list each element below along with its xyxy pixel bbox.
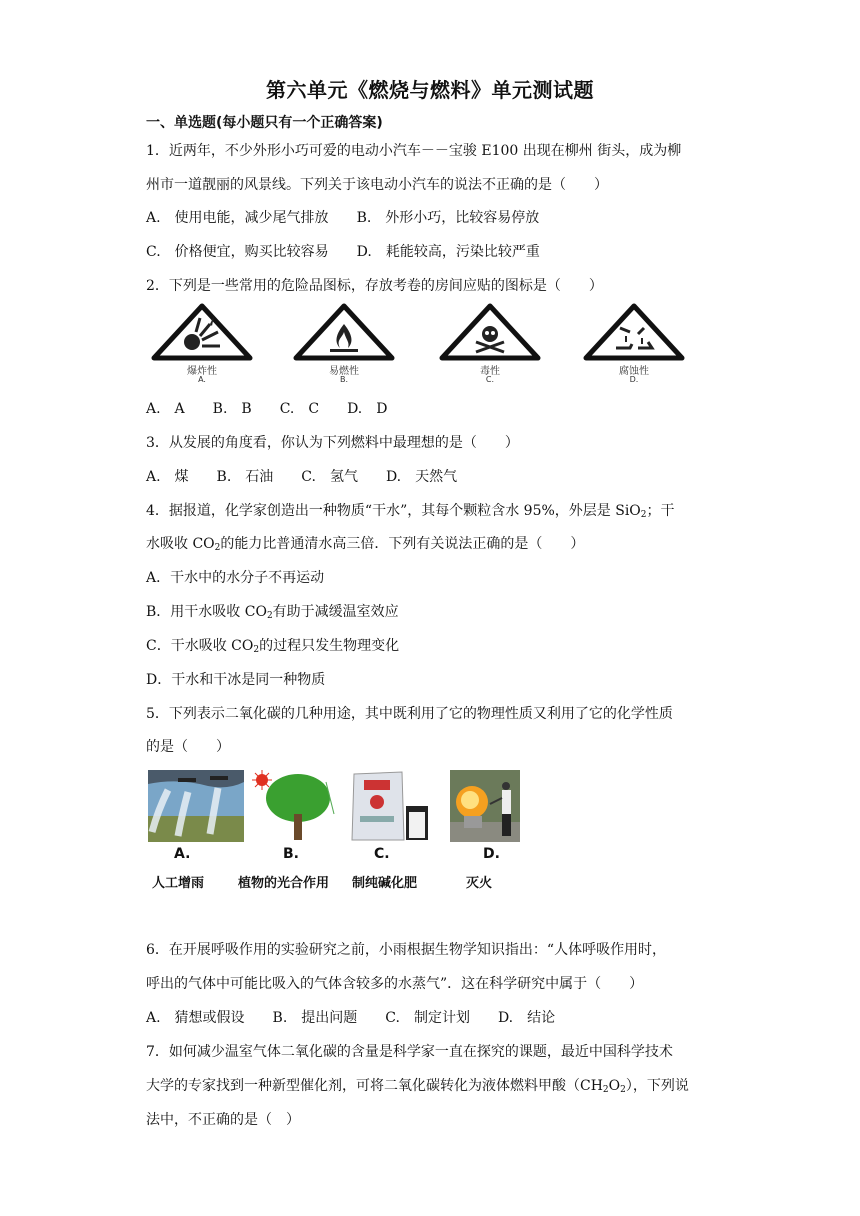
sign-d-caption: 腐蚀性 bbox=[619, 366, 649, 377]
hazard-sign-b bbox=[292, 302, 396, 388]
hazard-sign-c bbox=[438, 302, 542, 388]
q3-options[interactable]: A. 煤 B. 石油 C. 氢气 D. 天然气 bbox=[146, 469, 458, 485]
q5-stem-line1: 5．下列表示二氧化碳的几种用途，其中既利用了它的物理性质又利用了它的化学性质 bbox=[146, 706, 673, 722]
q1-option-d[interactable]: D. 耗能较高，污染比较严重 bbox=[356, 244, 540, 260]
tree-sun-icon bbox=[250, 770, 342, 842]
q1-stem-line1: 1．近两年，不少外形小巧可爱的电动小汽车－－宝骏 E100 出现在柳州 街头，成为柳 bbox=[146, 143, 682, 159]
q4-line1-end: ；干 bbox=[646, 503, 675, 519]
bag-icon bbox=[350, 770, 430, 842]
q6-stem-line1: 6．在开展呼吸作用的实验研究之前，小雨根据生物学知识指出：“人体呼吸作用时， bbox=[146, 942, 667, 958]
hazard-sign-a bbox=[150, 302, 254, 388]
sign-c-caption: 毒性 bbox=[480, 366, 500, 377]
q7-line2-end: ），下列说 bbox=[625, 1078, 689, 1094]
picture-d-fire-extinguishing bbox=[450, 770, 520, 842]
q4-c-sub: 2 bbox=[253, 645, 260, 655]
sign-c-letter: C. bbox=[485, 375, 495, 384]
q1-option-c[interactable]: C. 价格便宜，购买比较容易 bbox=[146, 244, 329, 260]
q7-sub-1: 2 bbox=[602, 1085, 609, 1095]
q4-b-end: 有助于减缓温室效应 bbox=[272, 604, 399, 620]
q4-c-end: 的过程只发生物理变化 bbox=[259, 638, 400, 654]
skull-icon bbox=[438, 302, 542, 362]
picture-c-letter: C. bbox=[374, 846, 390, 862]
flame-icon bbox=[292, 302, 396, 362]
hazard-sign-d bbox=[582, 302, 686, 388]
sign-a-letter: A. bbox=[198, 375, 206, 384]
q4-option-c[interactable] bbox=[146, 636, 399, 660]
q4-b-text: B．用干水吸收 CO bbox=[146, 604, 267, 620]
sign-b-caption: 易燃性 bbox=[329, 366, 359, 377]
picture-b-caption: 植物的光合作用 bbox=[238, 876, 330, 891]
q4-stem-line2 bbox=[146, 534, 584, 558]
q1-stem-line2: 州市一道靓丽的风景线。下列关于该电动小汽车的说法不正确的是（ ） bbox=[146, 177, 608, 193]
corrosive-icon bbox=[582, 302, 686, 362]
picture-b-letter: B. bbox=[283, 846, 299, 862]
q7-line2-text: 大学的专家找到一种新型催化剂，可将二氧化碳转化为液体燃料甲酸（CH bbox=[146, 1078, 603, 1094]
fire-extinguish-icon bbox=[450, 770, 520, 842]
q2-stem: 2．下列是一些常用的危险品图标，存放考卷的房间应贴的图标是（ ） bbox=[146, 278, 603, 294]
q4-line1-sub: 2 bbox=[640, 510, 647, 520]
sign-a-caption: 爆炸性 bbox=[187, 366, 217, 377]
rain-plane-icon bbox=[148, 770, 244, 842]
q4-line2-text: 水吸收 CO bbox=[146, 536, 215, 552]
q7-stem-line2 bbox=[146, 1076, 689, 1100]
q4-line2-end: 的能力比普通清水高三倍．下列有关说法正确的是（ ） bbox=[220, 536, 585, 552]
q1-option-a[interactable]: A. 使用电能，减少尾气排放 bbox=[146, 210, 329, 226]
q4-line1-text: 4．据报道，化学家创造出一种物质“干水”，其每个颗粒含水 95%，外层是 SiO bbox=[146, 503, 641, 519]
picture-b-plant bbox=[250, 770, 342, 842]
picture-d-letter: D. bbox=[483, 846, 500, 862]
picture-c-caption: 制纯碱化肥 bbox=[352, 876, 418, 891]
page-title: 第六单元《燃烧与燃料》单元测试题 bbox=[266, 78, 594, 102]
q4-line2-sub: 2 bbox=[214, 543, 221, 553]
picture-a-caption: 人工增雨 bbox=[152, 876, 205, 891]
q7-line2-mid: O bbox=[608, 1078, 621, 1094]
q6-options[interactable]: A. 猜想或假设 B. 提出问题 C. 制定计划 D. 结论 bbox=[146, 1010, 556, 1026]
q5-stem-line2: 的是（ ） bbox=[146, 739, 230, 755]
explosive-icon bbox=[150, 302, 254, 362]
picture-d-caption: 灭火 bbox=[466, 876, 493, 891]
sign-b-letter: B. bbox=[339, 375, 349, 384]
q7-sub-2: 2 bbox=[620, 1085, 626, 1095]
q1-option-b[interactable]: B. 外形小巧，比较容易停放 bbox=[356, 210, 540, 226]
q1-options-row1 bbox=[146, 208, 539, 228]
q4-stem-line1 bbox=[146, 501, 675, 525]
q1-options-row2 bbox=[146, 242, 540, 262]
sign-d-letter: D. bbox=[629, 375, 639, 384]
q7-stem-line3: 法中，不正确的是（ ） bbox=[146, 1112, 300, 1128]
q4-b-sub: 2 bbox=[266, 611, 273, 621]
picture-a-artificial-rain bbox=[148, 770, 244, 842]
q2-options[interactable]: A. A B. B C. C D. D bbox=[146, 401, 388, 417]
q7-stem-line1: 7．如何减少温室气体二氧化碳的含量是科学家一直在探究的课题，最近中国科学技术 bbox=[146, 1044, 673, 1060]
picture-c-soda-bag bbox=[350, 770, 430, 842]
q3-stem: 3．从发展的角度看，你认为下列燃料中最理想的是（ ） bbox=[146, 435, 519, 451]
picture-a-letter: A. bbox=[174, 846, 191, 862]
q6-stem-line2: 呼出的气体中可能比吸入的气体含较多的水蒸气”．这在科学研究中属于（ ） bbox=[146, 976, 644, 992]
q4-option-d[interactable]: D．干水和干冰是同一种物质 bbox=[146, 672, 326, 688]
q4-option-b[interactable] bbox=[146, 602, 399, 626]
q4-c-text: C．干水吸收 CO bbox=[146, 638, 254, 654]
q4-option-a[interactable]: A．干水中的水分子不再运动 bbox=[146, 570, 325, 586]
section-heading: 一、单选题(每小题只有一个正确答案) bbox=[146, 115, 383, 131]
